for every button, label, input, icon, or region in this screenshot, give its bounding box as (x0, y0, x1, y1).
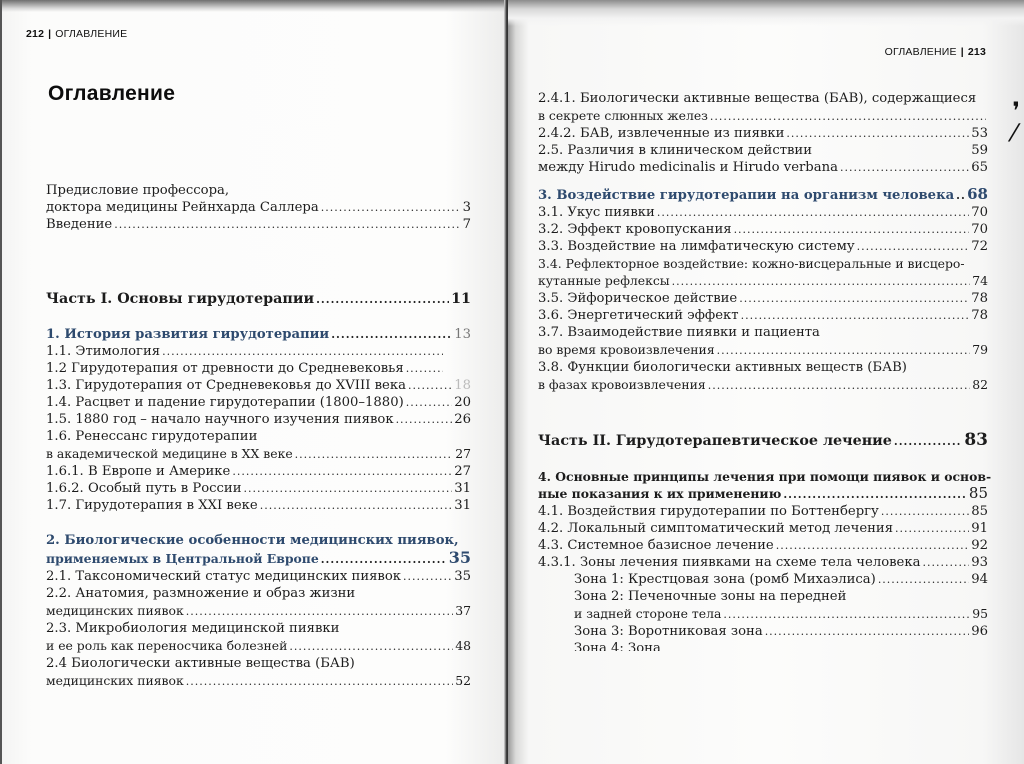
entry-page: 53 (971, 126, 988, 141)
running-head-title: ОГЛАВЛЕНИЕ (55, 28, 128, 40)
toc-part-entry (46, 291, 471, 308)
entry-page: 27 (454, 464, 471, 479)
toc-entry (46, 182, 471, 199)
leader-dots (316, 291, 449, 308)
entry-page: 78 (971, 308, 988, 323)
entry-text: в академической медицине в XX веке (46, 446, 293, 461)
entry-text: 1. История развития гирудотерапии (46, 327, 330, 342)
entry-text: между Hirudo medicinalis и Hirudo verbana (538, 160, 838, 175)
leader-dots (894, 433, 962, 450)
toc-entry (538, 142, 988, 159)
entry-page: 18 (454, 378, 471, 393)
leader-dots (956, 187, 965, 204)
leader-dots (857, 238, 970, 255)
entry-page: 35 (454, 569, 471, 584)
entry-text: медицинских пиявок (46, 603, 184, 618)
entry-page: 48 (455, 638, 471, 653)
toc-entry (46, 602, 471, 620)
entry-page: 92 (971, 538, 988, 553)
toc-entry (538, 376, 988, 394)
entry-text: 1.1. Этимология (46, 344, 161, 359)
toc-entry (46, 585, 471, 602)
entry-text: применяемых в Центральной Европе (46, 551, 319, 566)
toc-entry (46, 394, 471, 411)
toc-entry (538, 605, 988, 623)
leader-dots (186, 672, 453, 690)
entry-text: медицинских пиявок (46, 673, 184, 688)
entry-page: 70 (971, 222, 988, 237)
entry-text: Часть II. Гирудотерапевтическое лечение (538, 433, 892, 449)
toc-entry (538, 341, 988, 359)
leader-dots (776, 537, 970, 554)
entry-page: 94 (971, 572, 988, 587)
toc-entry (46, 497, 471, 514)
toc-entry (538, 324, 988, 341)
entry-text: ные показания к их применению (538, 486, 782, 501)
entry-page: 20 (454, 395, 471, 410)
page-edge-marks: ❜ ⁄ (1012, 97, 1020, 147)
entry-page: 52 (455, 673, 471, 688)
entry-page: 31 (454, 481, 471, 496)
toc-part-entry (538, 432, 988, 450)
leader-dots (289, 637, 453, 655)
entry-page: 82 (972, 377, 988, 392)
entry-text: 2.3. Микробиология медицинской пиявки (46, 621, 340, 636)
running-head-title: ОГЛАВЛЕНИЕ (884, 46, 957, 58)
separator: | (48, 28, 52, 40)
entry-text: 4. Основные принципы лечения при помощи пиявок и основ- (538, 469, 992, 484)
leader-dots (321, 550, 447, 568)
entry-text: Введение (46, 217, 113, 232)
entry-text: кутанные рефлексы (538, 273, 670, 288)
entry-page: 85 (968, 484, 988, 502)
entry-text: Часть I. Основы гирудотерапии (46, 291, 315, 307)
toc-entry (46, 199, 471, 216)
toc-chapter-entry (46, 326, 471, 343)
leader-dots (162, 343, 443, 360)
toc-entry (46, 480, 471, 497)
page-top-shadow (2, 0, 506, 12)
entry-page: 85 (971, 504, 988, 519)
entry-text: 2.4.1. Биологически активные вещества (БАВ), содержащиеся (538, 91, 977, 106)
leader-dots (708, 376, 971, 394)
toc-entry (46, 620, 471, 637)
leader-dots (403, 568, 452, 585)
toc-entry (538, 640, 988, 651)
entry-page: 26 (454, 412, 471, 427)
toc-entry (538, 537, 988, 554)
toc-entry (538, 307, 988, 324)
entry-text: в фазах кровоизвлечения (538, 377, 706, 392)
entry-page: 78 (971, 291, 988, 306)
entry-text: 1.5. 1880 год – начало научного изучения пиявок (46, 412, 394, 427)
toc-entry (538, 125, 988, 142)
entry-text: 1.3. Гирудотерапия от Средневековья до XVIII века (46, 378, 406, 393)
toc-entry (538, 571, 988, 588)
toc-entry (46, 445, 471, 463)
leader-dots (408, 377, 452, 394)
leader-dots (765, 623, 970, 640)
leader-dots (657, 204, 969, 221)
toc-entry (46, 568, 471, 585)
entry-text: 2.4 Биологически активные вещества (БАВ) (46, 656, 355, 671)
entry-page: 35 (448, 548, 471, 567)
leader-dots (232, 463, 452, 480)
entry-text: 4.2. Локальный симптоматический метод лечения (538, 521, 894, 536)
entry-text: 3. Воздействие гирудотерапии на организм человека (538, 188, 955, 203)
entry-page: 13 (454, 327, 471, 342)
toc-entry (46, 428, 471, 445)
leader-dots (786, 125, 969, 142)
leader-dots (321, 199, 461, 216)
toc-entry (538, 221, 988, 238)
leader-dots (406, 360, 443, 377)
entry-page: 70 (971, 205, 988, 220)
toc-entry (46, 655, 471, 672)
page-number: 213 (967, 46, 986, 58)
page-number: 212 (26, 28, 45, 40)
toc-entry (538, 255, 988, 272)
toc-right (538, 90, 992, 651)
leader-dots (710, 107, 986, 125)
entry-text: 4.1. Воздействия гирудотерапии по Боттенбергу (538, 504, 879, 519)
toc-entry (538, 623, 988, 640)
entry-text: 2.1. Таксономический статус медицинских пиявок (46, 569, 402, 584)
entry-text: 3.4. Рефлекторное воздействие: кожно-висцеральные и висцеро- (538, 256, 965, 271)
toc-entry (46, 463, 471, 480)
entry-text: 3.6. Энергетический эффект (538, 308, 739, 323)
entry-page: 65 (971, 160, 988, 175)
entry-text: Зона 2: Печеночные зоны на передней (574, 589, 847, 604)
toc-entry (46, 216, 471, 233)
entry-text: во время кровоизвлечения (538, 342, 715, 357)
leader-dots (295, 445, 454, 463)
entry-page: 79 (972, 342, 988, 357)
leader-dots (672, 272, 971, 290)
leader-dots (260, 497, 453, 514)
entry-text: 2. Биологические особенности медицинских пиявок, (46, 533, 459, 548)
leader-dots (741, 307, 970, 324)
leader-dots (186, 602, 453, 620)
entry-text: 1.4. Расцвет и падение гирудотерапии (1800–1880) (46, 395, 404, 410)
entry-text: 2.5. Различия в клиническом действии (538, 143, 813, 158)
running-head-left (26, 28, 127, 40)
entry-page: 93 (971, 555, 988, 570)
toc-chapter-entry (46, 549, 471, 568)
leader-dots (331, 326, 452, 343)
leader-dots (717, 341, 971, 359)
toc-chapter-entry (538, 468, 992, 485)
entry-page: 91 (971, 521, 988, 536)
leader-dots (881, 503, 969, 520)
toc-entry (538, 588, 988, 605)
entry-text: 1.2 Гирудотерапия от древности до Средневековья (46, 361, 404, 376)
entry-page: 96 (971, 624, 988, 639)
leader-dots (878, 571, 969, 588)
entry-page: 11 (451, 291, 471, 307)
entry-page: 27 (455, 446, 471, 461)
entry-text: 1.6.1. В Европе и Америке (46, 464, 231, 479)
entry-text: и ее роль как переносчика болезней (46, 638, 288, 653)
entry-page: 83 (964, 430, 988, 450)
toc-entry (538, 90, 988, 107)
entry-text: 3.7. Взаимодействие пиявки и пациента (538, 325, 820, 340)
toc-entry (538, 554, 988, 571)
toc-entry (46, 343, 471, 360)
leader-dots (114, 216, 460, 233)
toc-entry (538, 503, 988, 520)
toc-entry (538, 520, 988, 537)
entry-text: доктора медицины Рейнхарда Саллера (46, 200, 319, 215)
entry-text: в секрете слюнных желез (538, 108, 708, 123)
toc-entry (46, 637, 471, 655)
page-top-shadow (508, 0, 1024, 26)
entry-text: 3.2. Эффект кровопускания (538, 222, 732, 237)
entry-text: 3.1. Укус пиявки (538, 205, 655, 220)
toc-left (46, 182, 471, 690)
entry-text: 3.5. Эйфорическое действие (538, 291, 738, 306)
entry-page: 74 (972, 273, 988, 288)
entry-text: Предисловие профессора, (46, 183, 230, 198)
toc-entry (538, 107, 988, 125)
entry-page: 68 (967, 185, 988, 203)
left-page (0, 0, 506, 764)
leader-dots (895, 520, 969, 537)
toc-entry (538, 359, 988, 376)
entry-text: и задней стороне тела (574, 606, 722, 621)
entry-page: 3 (462, 200, 471, 215)
toc-entry (46, 377, 471, 394)
entry-text: 1.6.2. Особый путь в России (46, 481, 242, 496)
toc-chapter-entry (46, 532, 471, 549)
entry-page: 31 (454, 498, 471, 513)
leader-dots (723, 605, 970, 623)
leader-dots (739, 290, 969, 307)
entry-page: 37 (455, 603, 471, 618)
entry-text: Зона 4: Зона (574, 641, 661, 651)
entry-text: 1.6. Ренессанс гирудотерапии (46, 429, 258, 444)
leader-dots (783, 485, 967, 503)
entry-page: 95 (972, 606, 988, 621)
leader-dots (244, 480, 453, 497)
toc-entry (46, 672, 471, 690)
leader-dots (406, 394, 452, 411)
separator: | (960, 46, 964, 58)
page-title: Оглавление (48, 82, 176, 105)
toc-chapter-entry (538, 485, 988, 503)
entry-page: 72 (971, 239, 988, 254)
entry-text: Зона 3: Воротниковая зона (574, 624, 763, 639)
entry-page: 7 (462, 217, 471, 232)
leader-dots (734, 221, 970, 238)
entry-text: Зона 1: Крестцовая зона (ромб Михаэлиса) (574, 572, 876, 587)
entry-text: 1.7. Гирудотерапия в XXI веке (46, 498, 258, 513)
leader-dots (922, 554, 969, 571)
toc-entry (538, 272, 988, 290)
leader-dots (840, 159, 969, 176)
toc-entry (538, 290, 988, 307)
entry-page: 59 (971, 143, 988, 158)
toc-entry (46, 411, 471, 428)
toc-entry (538, 238, 988, 255)
entry-text: 3.3. Воздействие на лимфатическую систему (538, 239, 855, 254)
toc-entry (538, 204, 988, 221)
entry-text: 4.3.1. Зоны лечения пиявками на схеме тела человека (538, 555, 921, 570)
entry-text: 2.4.2. БАВ, извлеченные из пиявки (538, 126, 785, 141)
entry-text: 2.2. Анатомия, размножение и образ жизни (46, 586, 356, 601)
right-page (508, 0, 1024, 764)
running-head-right (885, 46, 986, 58)
toc-entry (46, 360, 471, 377)
toc-chapter-entry (538, 186, 988, 204)
toc-entry (538, 159, 988, 176)
entry-text: 4.3. Системное базисное лечение (538, 538, 774, 553)
entry-text: 3.8. Функции биологически активных веществ (БАВ) (538, 360, 907, 375)
leader-dots (396, 411, 453, 428)
